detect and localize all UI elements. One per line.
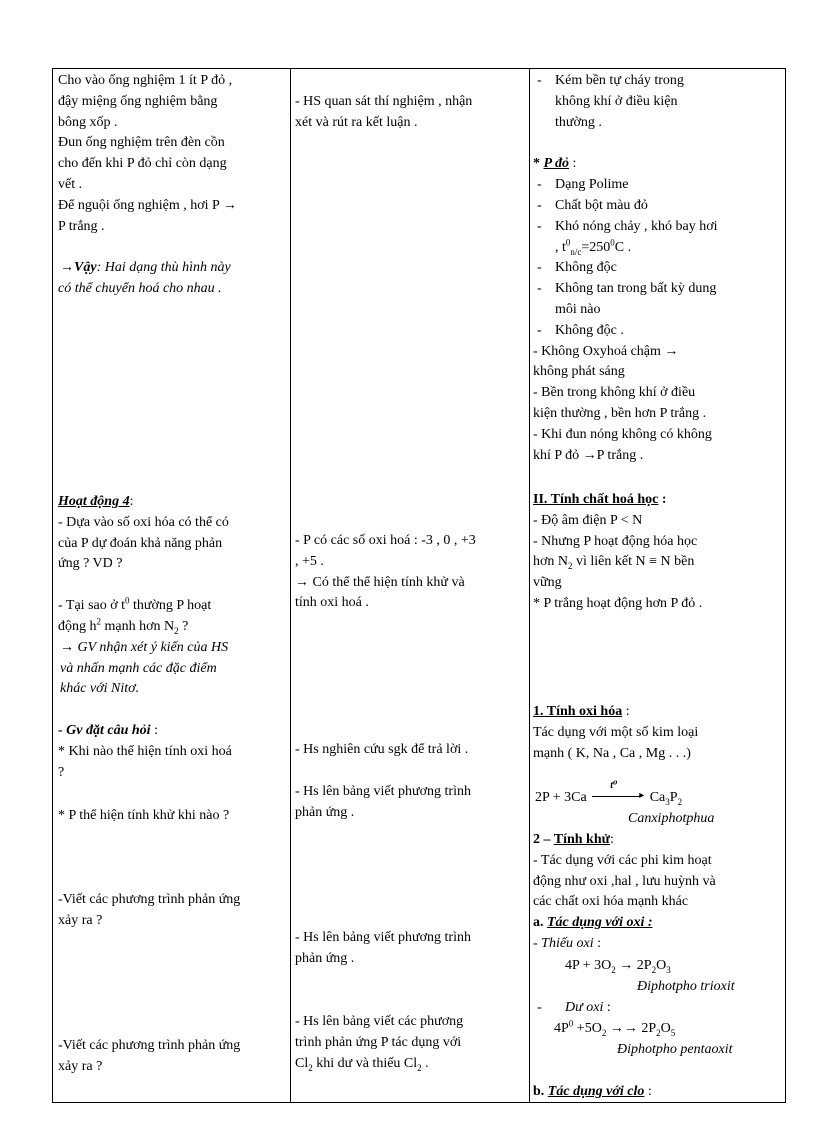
col3-oxidation bbox=[533, 702, 783, 764]
col3-section-ii bbox=[533, 490, 783, 615]
content-line: - Khó nóng chảy , khó bay hơi bbox=[533, 217, 783, 238]
content-line: - Không độc bbox=[533, 258, 783, 279]
compound-name: Điphotpho trioxit bbox=[637, 979, 735, 994]
question-line: xảy ra ? bbox=[58, 1058, 103, 1074]
activity-heading: Hoạt động 4: bbox=[58, 494, 134, 509]
reaction-arrow: ▸ t⁰ bbox=[592, 791, 644, 801]
content-line: - Thiếu oxi : bbox=[533, 935, 602, 951]
content-line: - Chất bột màu đỏ bbox=[533, 196, 783, 217]
content-line: - Không tan trong bất kỳ dung bbox=[533, 279, 783, 300]
col3-block1 bbox=[533, 71, 783, 466]
conclusion-line-2: có thể chuyển hoá cho nhau . bbox=[58, 281, 222, 297]
content-line: - Không độc . bbox=[533, 321, 783, 342]
subsection-heading: 1. Tính oxi hóa : bbox=[533, 704, 630, 719]
student-line: tính oxi hoá . bbox=[295, 595, 369, 611]
column-divider-2 bbox=[529, 69, 530, 1102]
content-line: - Dư oxi : bbox=[533, 998, 805, 1019]
student-line: , +5 . bbox=[295, 553, 324, 569]
col2-a1 bbox=[295, 92, 523, 134]
col1-q-pt2 bbox=[58, 1036, 284, 1078]
question-line: của P dự đoán khả năng phản bbox=[58, 535, 223, 551]
student-line: - HS quan sát thí nghiệm , nhận bbox=[295, 94, 473, 109]
content-line: thường . bbox=[555, 114, 602, 130]
col1-line: vết . bbox=[58, 176, 83, 192]
col1-line: đậy miệng ống nghiệm bằng bbox=[58, 93, 218, 109]
col1-line: Để nguội ống nghiệm , hơi P → bbox=[58, 197, 237, 213]
student-line: - Hs lên bảng viết phương trình bbox=[295, 784, 471, 799]
content-line: hơn $N_2$ vì liên kết N ≡ N bền bbox=[533, 554, 695, 572]
content-line: , $t^0_{n/c}=250^0C$ . bbox=[555, 236, 632, 257]
equation-o2-excess: $4P^0 +5O_2 \to\to 2P_2O_5$ bbox=[554, 1018, 676, 1038]
red-p-heading: * P đỏ : bbox=[533, 156, 577, 172]
conclusion-line: →Vậy: Hai dạng thù hình này bbox=[60, 260, 231, 276]
question-line: ứng ? VD ? bbox=[58, 556, 123, 572]
section-heading: II. Tính chất hoá học : bbox=[533, 492, 667, 507]
gv-note-line: khác với Nitơ. bbox=[60, 681, 140, 697]
student-line: - Hs lên bảng viết phương trình bbox=[295, 930, 471, 945]
col3-reduction bbox=[533, 830, 783, 955]
content-line: vững bbox=[533, 575, 562, 591]
content-line: không phát sáng bbox=[533, 364, 625, 380]
compound-name: Điphotpho pentaoxit bbox=[617, 1042, 733, 1057]
student-line: phản ứng . bbox=[295, 950, 355, 966]
col2-a2 bbox=[295, 531, 523, 614]
question-line: * P thể hiện tính khử khi nào ? bbox=[58, 808, 230, 823]
content-line: mạnh ( K, Na , Ca , Mg . . .) bbox=[533, 745, 691, 761]
content-line: - Kém bền tự cháy trong bbox=[533, 71, 783, 92]
gv-note-line: và nhấn mạnh các đặc điểm bbox=[60, 660, 217, 676]
content-line: - Khi đun nóng không có không bbox=[533, 426, 712, 442]
column-divider-1 bbox=[290, 69, 291, 1102]
content-line: - Không Oxyhoá chậm → bbox=[533, 343, 679, 359]
content-line: - Nhưng P hoạt động hóa học bbox=[533, 533, 698, 549]
content-line: * P trắng hoạt động hơn P đỏ . bbox=[533, 595, 703, 611]
question-line: -Viết các phương trình phản ứng bbox=[58, 892, 241, 907]
col1-line: bông xốp . bbox=[58, 114, 118, 130]
question-line: ? bbox=[58, 764, 65, 780]
content-line: kiện thường , bền hơn P trắng . bbox=[533, 405, 707, 421]
content-line: - Tác dụng với các phi kim hoạt bbox=[533, 852, 712, 868]
question-line: - Dựa vào số oxi hóa có thể có bbox=[58, 514, 229, 530]
col2-a4 bbox=[295, 782, 523, 824]
col1-line: Đun ống nghiệm trên đèn cồn bbox=[58, 135, 225, 151]
content-line: Tác dụng với một số kim loại bbox=[533, 724, 699, 740]
student-line: - Hs nghiên cứu sgk để trả lời . bbox=[295, 742, 469, 757]
subsection-heading: a. Tác dụng với oxi : bbox=[533, 915, 653, 931]
compound-name: Canxiphotphua bbox=[628, 811, 715, 826]
student-line: xét và rút ra kết luận . bbox=[295, 114, 418, 130]
student-line: - Hs lên bảng viết các phương bbox=[295, 1014, 464, 1029]
col1-activity4 bbox=[58, 492, 284, 784]
col1-line: cho đến khi P đỏ chỉ còn dạng bbox=[58, 156, 227, 172]
question-line: - Tại sao ở $t^0$ thường P hoạt bbox=[58, 595, 212, 614]
gv-note-line: → GV nhận xét ý kiến của HS bbox=[60, 639, 229, 655]
content-line: - Dạng Polime bbox=[533, 175, 783, 196]
question-line: động $h^2$ mạnh hơn $N_2$ ? bbox=[58, 616, 189, 636]
content-line: khí P đỏ →P trắng . bbox=[533, 447, 644, 463]
student-line: trình phản ứng P tác dụng với bbox=[295, 1034, 462, 1050]
equation-ca: 2P + 3Ca ▸ t⁰ $Ca_3P_2$ bbox=[535, 780, 683, 807]
question-line: -Viết các phương trình phản ứng bbox=[58, 1038, 241, 1053]
content-line: môi nào bbox=[555, 301, 601, 317]
content-line: động như oxi ,hal , lưu huỳnh và bbox=[533, 873, 716, 889]
question-line: * Khi nào thể hiện tính oxi hoá bbox=[58, 743, 232, 759]
student-line: $Cl_2$ khi dư và thiếu $Cl_2$ . bbox=[295, 1055, 429, 1073]
col1-block1 bbox=[58, 71, 286, 300]
student-line: phản ứng . bbox=[295, 804, 355, 820]
gv-question-title: - Gv đặt câu hỏi : bbox=[58, 723, 158, 739]
subsection-heading: b. Tác dụng với clo : bbox=[533, 1084, 652, 1099]
col2-a5 bbox=[295, 928, 523, 970]
col1-line: Cho vào ống nghiệm 1 ít P đỏ , bbox=[58, 73, 233, 88]
col2-a6 bbox=[295, 1012, 523, 1074]
content-line: - Độ âm điện P < N bbox=[533, 512, 643, 528]
content-line: các chất oxi hóa mạnh khác bbox=[533, 894, 689, 910]
equation-o2-limited: $4P + 3O_2 \to 2P_2O_3$ bbox=[565, 958, 671, 975]
student-line: → Có thể thể hiện tính khử và bbox=[295, 574, 465, 590]
col1-line: P trắng . bbox=[58, 218, 105, 234]
content-line: không khí ở điều kiện bbox=[555, 93, 678, 109]
col1-q-pt1 bbox=[58, 890, 284, 932]
content-line: - Bền trong không khí ở điều bbox=[533, 385, 696, 401]
student-line: - P có các số oxi hoá : -3 , 0 , +3 bbox=[295, 533, 476, 548]
question-line: xảy ra ? bbox=[58, 912, 103, 928]
subsection-heading: 2 – Tính khử: bbox=[533, 832, 614, 847]
